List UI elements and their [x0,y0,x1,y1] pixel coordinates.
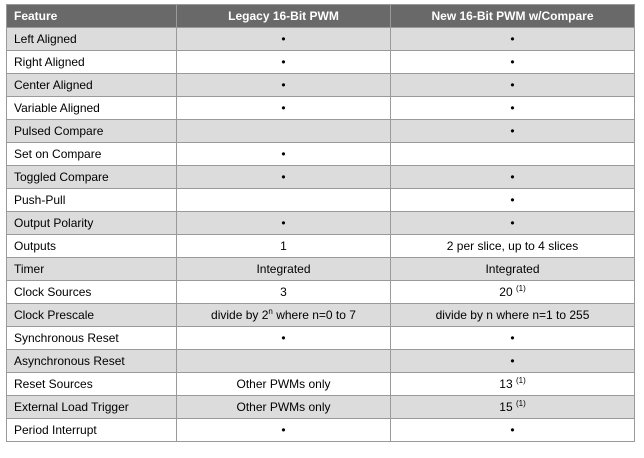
new-pwm-cell [391,373,635,396]
legacy-pwm-cell: • [177,74,391,97]
feature-cell: Clock Prescale [7,304,177,327]
new-pwm-cell: • [391,327,635,350]
new-pwm-cell: • [391,120,635,143]
feature-cell: Period Interrupt [7,419,177,442]
table-row [7,166,635,189]
feature-cell: Center Aligned [7,74,177,97]
feature-cell: Reset Sources [7,373,177,396]
feature-cell: Push-Pull [7,189,177,212]
legacy-pwm-cell: 3 [177,281,391,304]
table-row [7,327,635,350]
new-pwm-cell: 2 per slice, up to 4 slices [391,235,635,258]
new-pwm-cell [391,281,635,304]
feature-cell: Outputs [7,235,177,258]
table-row [7,143,635,166]
cell-text: 15 [499,400,516,414]
feature-cell: Set on Compare [7,143,177,166]
table-row [7,189,635,212]
table-row [7,212,635,235]
legacy-pwm-cell: • [177,166,391,189]
legacy-pwm-cell: • [177,51,391,74]
feature-cell: Right Aligned [7,51,177,74]
table-header-row [7,5,635,28]
feature-comparison-table [6,4,635,442]
legacy-pwm-cell: Other PWMs only [177,396,391,419]
new-pwm-cell: Integrated [391,258,635,281]
header-legacy-pwm: Legacy 16-Bit PWM [177,5,391,28]
feature-cell: Synchronous Reset [7,327,177,350]
table-row [7,258,635,281]
table-row [7,373,635,396]
legacy-pwm-cell [177,304,391,327]
legacy-pwm-cell: Other PWMs only [177,373,391,396]
feature-cell: Left Aligned [7,28,177,51]
cell-text: 13 [499,377,516,391]
table-row [7,419,635,442]
feature-cell: Variable Aligned [7,97,177,120]
feature-cell: Clock Sources [7,281,177,304]
cell-text: 20 [499,285,516,299]
new-pwm-cell: • [391,74,635,97]
legacy-pwm-cell: • [177,28,391,51]
table-row [7,304,635,327]
legacy-pwm-cell [177,189,391,212]
new-pwm-cell: • [391,51,635,74]
table-row [7,97,635,120]
new-pwm-cell: divide by n where n=1 to 255 [391,304,635,327]
legacy-pwm-cell: • [177,212,391,235]
feature-cell: Pulsed Compare [7,120,177,143]
table-row [7,74,635,97]
table-row [7,396,635,419]
legacy-pwm-cell: • [177,97,391,120]
new-pwm-cell [391,396,635,419]
new-pwm-cell: • [391,97,635,120]
new-pwm-cell [391,143,635,166]
table-body [7,28,635,442]
cell-text: divide by 2 [211,308,269,322]
feature-cell: Output Polarity [7,212,177,235]
legacy-pwm-cell: Integrated [177,258,391,281]
new-pwm-cell: • [391,212,635,235]
footnote-ref: (1) [515,376,526,385]
feature-cell: External Load Trigger [7,396,177,419]
legacy-pwm-cell: 1 [177,235,391,258]
legacy-pwm-cell: • [177,327,391,350]
footnote-ref: (1) [515,284,526,293]
new-pwm-cell: • [391,419,635,442]
feature-cell: Asynchronous Reset [7,350,177,373]
footnote-ref: (1) [515,399,526,408]
table-row [7,28,635,51]
new-pwm-cell: • [391,28,635,51]
table-row [7,51,635,74]
table-row [7,235,635,258]
table-row [7,281,635,304]
table-row [7,350,635,373]
legacy-pwm-cell [177,350,391,373]
legacy-pwm-cell: • [177,143,391,166]
header-feature: Feature [7,5,177,28]
legacy-pwm-cell: • [177,419,391,442]
cell-text: where n=0 to 7 [272,308,356,322]
new-pwm-cell: • [391,350,635,373]
table-row [7,120,635,143]
legacy-pwm-cell [177,120,391,143]
header-new-pwm: New 16-Bit PWM w/Compare [391,5,635,28]
feature-cell: Toggled Compare [7,166,177,189]
superscript: n [268,307,273,316]
feature-cell: Timer [7,258,177,281]
new-pwm-cell: • [391,189,635,212]
new-pwm-cell: • [391,166,635,189]
